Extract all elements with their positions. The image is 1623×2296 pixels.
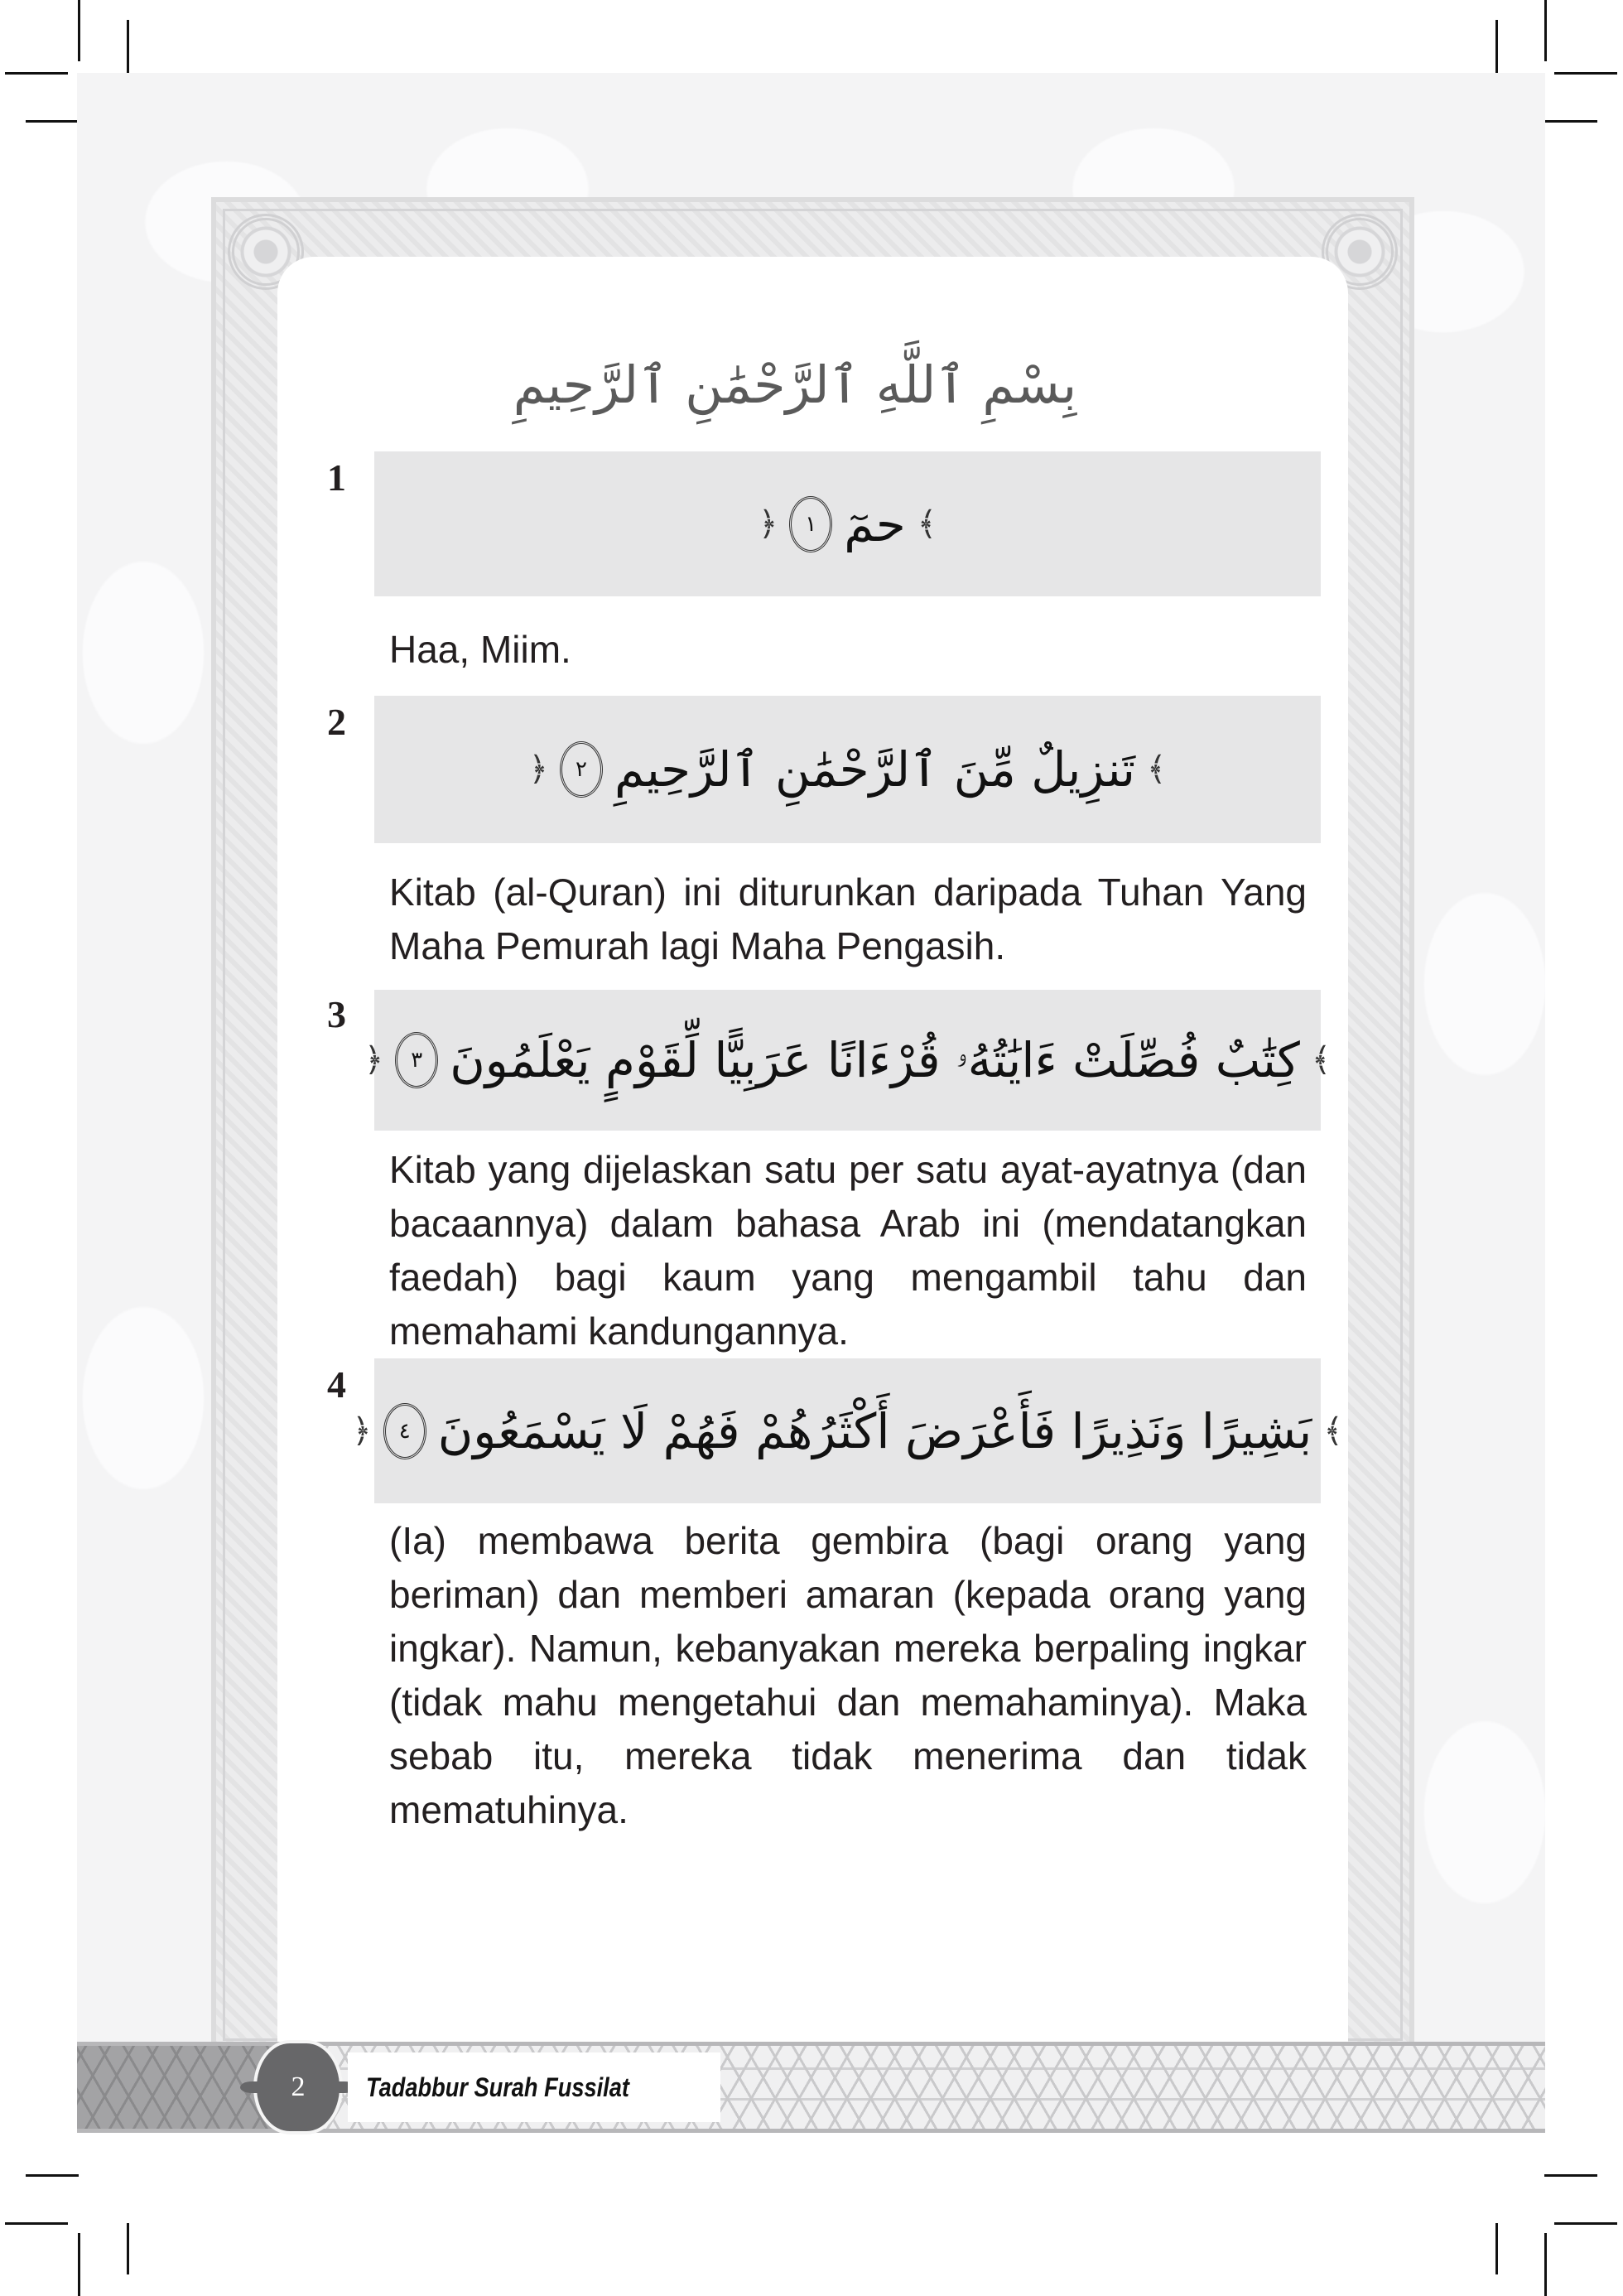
- crop-mark: [1544, 120, 1597, 123]
- crop-mark: [1495, 2223, 1498, 2274]
- verse-ornament-close-icon: ﴿: [528, 750, 548, 789]
- ayah-end-marker-icon: ١: [789, 496, 832, 552]
- verse-translation: Kitab (al-Quran) ini diturunkan daripada Tuhan Yang Maha Pemurah lagi Maha Pengasih.: [389, 871, 1307, 967]
- crop-mark: [78, 2233, 80, 2296]
- arabic-text: كِتَٰبٌ فُصِّلَتْ ءَايَٰتُهُۥ قُرْءَانًا عَرَبِيًّا لِّقَوْمٍ يَعْلَمُونَ: [450, 1031, 1300, 1088]
- verse-ornament-open-icon: ﴾: [1311, 1041, 1332, 1079]
- crop-mark: [127, 2223, 129, 2274]
- verse-arabic-box: [364, 990, 1332, 1131]
- crop-mark: [1554, 72, 1617, 75]
- crop-mark: [1554, 2222, 1617, 2225]
- book-title: Tadabbur Surah Fussilat: [366, 2072, 629, 2102]
- crop-mark: [1544, 2174, 1597, 2177]
- ayah-end-marker-icon: ٢: [560, 741, 603, 798]
- verse-arabic-box: [374, 451, 1321, 596]
- page-number: 2: [291, 2072, 306, 2102]
- verse-ornament-close-icon: ﴿: [352, 1411, 372, 1450]
- verse-ornament-close-icon: ﴿: [364, 1041, 384, 1079]
- verse-ornament-open-icon: ﴾: [917, 504, 937, 543]
- crop-mark: [5, 2222, 68, 2225]
- verse-ornament-close-icon: ﴿: [758, 504, 778, 543]
- verse-number: 1: [327, 456, 346, 499]
- crop-mark: [26, 2174, 79, 2177]
- verse-translation: Haa, Miim.: [389, 628, 571, 671]
- crop-mark: [26, 120, 79, 123]
- arabic-text: حمٓ: [844, 495, 906, 552]
- basmalah: بِسْمِ ٱللَّهِ ٱلرَّحْمَٰنِ ٱلرَّحِيمِ: [513, 355, 1077, 415]
- ayah-end-marker-icon: ٤: [383, 1403, 426, 1459]
- verse-number: 2: [327, 701, 346, 743]
- crop-mark: [1544, 0, 1547, 61]
- page-number-badge: [257, 2043, 340, 2131]
- crop-mark: [5, 72, 68, 75]
- verse-arabic-text: [759, 496, 937, 552]
- verse-arabic-box: [352, 1358, 1343, 1503]
- crop-mark: [78, 0, 80, 61]
- crop-mark: [127, 20, 129, 73]
- verse-translation: (Ia) membawa berita gembira (bagi orang yang beriman) dan memberi amaran (kepada orang yang ingkar). Namun, kebanyakan mereka berpaling ingkar (tidak mahu mengetahui dan memahaminya). Maka sebab itu, mereka tidak menerima dan tidak mematuhinya.: [389, 1519, 1307, 1831]
- verse-arabic-box: [374, 696, 1321, 843]
- verse-number: 4: [327, 1363, 346, 1406]
- ayah-end-marker-icon: ٣: [395, 1032, 438, 1088]
- verse-translation: Kitab yang dijelaskan satu per satu ayat-ayatnya (dan bacaannya) dalam bahasa Arab ini (mendatangkan faedah) bagi kaum yang mengambil tahu dan memahami kandungannya.: [389, 1148, 1307, 1353]
- verse-arabic-text: [352, 1403, 1343, 1459]
- verse-number: 3: [327, 993, 346, 1035]
- verse-ornament-open-icon: ﴾: [1323, 1411, 1343, 1450]
- verse-ornament-open-icon: ﴾: [1147, 750, 1167, 789]
- arabic-text: بَشِيرًا وَنَذِيرًا فَأَعْرَضَ أَكْثَرُهُمْ فَهُمْ لَا يَسْمَعُونَ: [437, 1402, 1312, 1459]
- crop-mark: [1544, 2233, 1547, 2296]
- arabic-text: تَنزِيلٌ مِّنَ ٱلرَّحْمَٰنِ ٱلرَّحِيمِ: [614, 741, 1136, 798]
- verse-arabic-text: [364, 1032, 1332, 1089]
- crop-mark: [1495, 20, 1498, 73]
- verse-arabic-text: [529, 741, 1167, 798]
- footer-title-plate: [348, 2052, 720, 2122]
